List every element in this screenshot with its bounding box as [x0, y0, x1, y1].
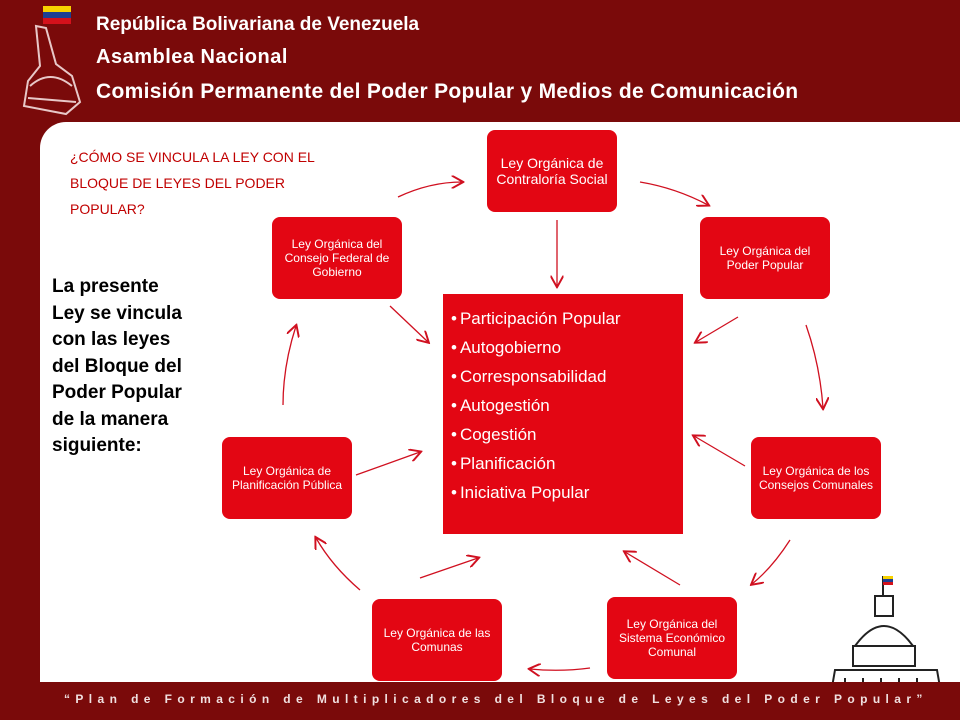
- header-commission: Comisión Permanente del Poder Popular y Medios de Comunicación: [96, 80, 799, 103]
- arrow-poder-to-center: [696, 317, 738, 342]
- box-contraloria-social: Ley Orgánica de Contraloría Social: [487, 130, 617, 212]
- side-description: La presente Ley se vincula con las leyes del Bloque del Poder Popular de la manera siguiente:: [52, 276, 182, 456]
- box-planificacion-publica: Ley Orgánica de Planificación Pública: [222, 437, 352, 519]
- footer-text: “Plan de Formación de Multiplicadores del Bloque de Leyes del Poder Popular”: [64, 692, 928, 706]
- box-poder-popular: Ley Orgánica del Poder Popular: [700, 217, 830, 299]
- question-text: ¿CÓMO SE VINCULA LA LEY CON EL BLOQUE DE LEYES DEL PODER POPULAR?: [70, 149, 315, 217]
- box-sistema-economico: Ley Orgánica del Sistema Económico Comunal: [607, 597, 737, 679]
- arrow-poder-to-consejos: [806, 325, 823, 408]
- box-comunas: Ley Orgánica de las Comunas: [372, 599, 502, 681]
- principle-item: • Participación Popular: [451, 304, 677, 333]
- principle-item: • Iniciativa Popular: [451, 478, 677, 507]
- arrow-comunas-to-planificacion: [316, 538, 360, 590]
- center-principles-box: [443, 294, 683, 534]
- header-country: República Bolivariana de Venezuela: [96, 14, 420, 35]
- arrow-consejos-to-center: [694, 436, 745, 466]
- header-assembly: Asamblea Nacional: [96, 46, 288, 68]
- principle-item: • Planificación: [451, 449, 677, 478]
- box-consejo-federal: Ley Orgánica del Consejo Federal de Gobierno: [272, 217, 402, 299]
- principle-item: • Corresponsabilidad: [451, 362, 677, 391]
- principle-item: • Autogobierno: [451, 333, 677, 362]
- arrow-planificacion-to-federal: [283, 326, 296, 405]
- arrow-sistema-to-comunas: [530, 668, 590, 670]
- arrow-contraloria-to-poder: [640, 182, 708, 205]
- principle-item: • Cogestión: [451, 420, 677, 449]
- arrow-consejos-to-sistema: [752, 540, 790, 584]
- arrow-sistema-to-center: [625, 552, 680, 585]
- principle-item: • Autogestión: [451, 391, 677, 420]
- principles-list: [451, 304, 677, 507]
- arrow-comunas-to-center: [420, 558, 478, 578]
- arrow-planificacion-to-center: [356, 452, 420, 475]
- arrow-federal-to-contraloria: [398, 182, 462, 197]
- arrow-federal-to-center: [390, 306, 428, 342]
- box-consejos-comunales: Ley Orgánica de los Consejos Comunales: [751, 437, 881, 519]
